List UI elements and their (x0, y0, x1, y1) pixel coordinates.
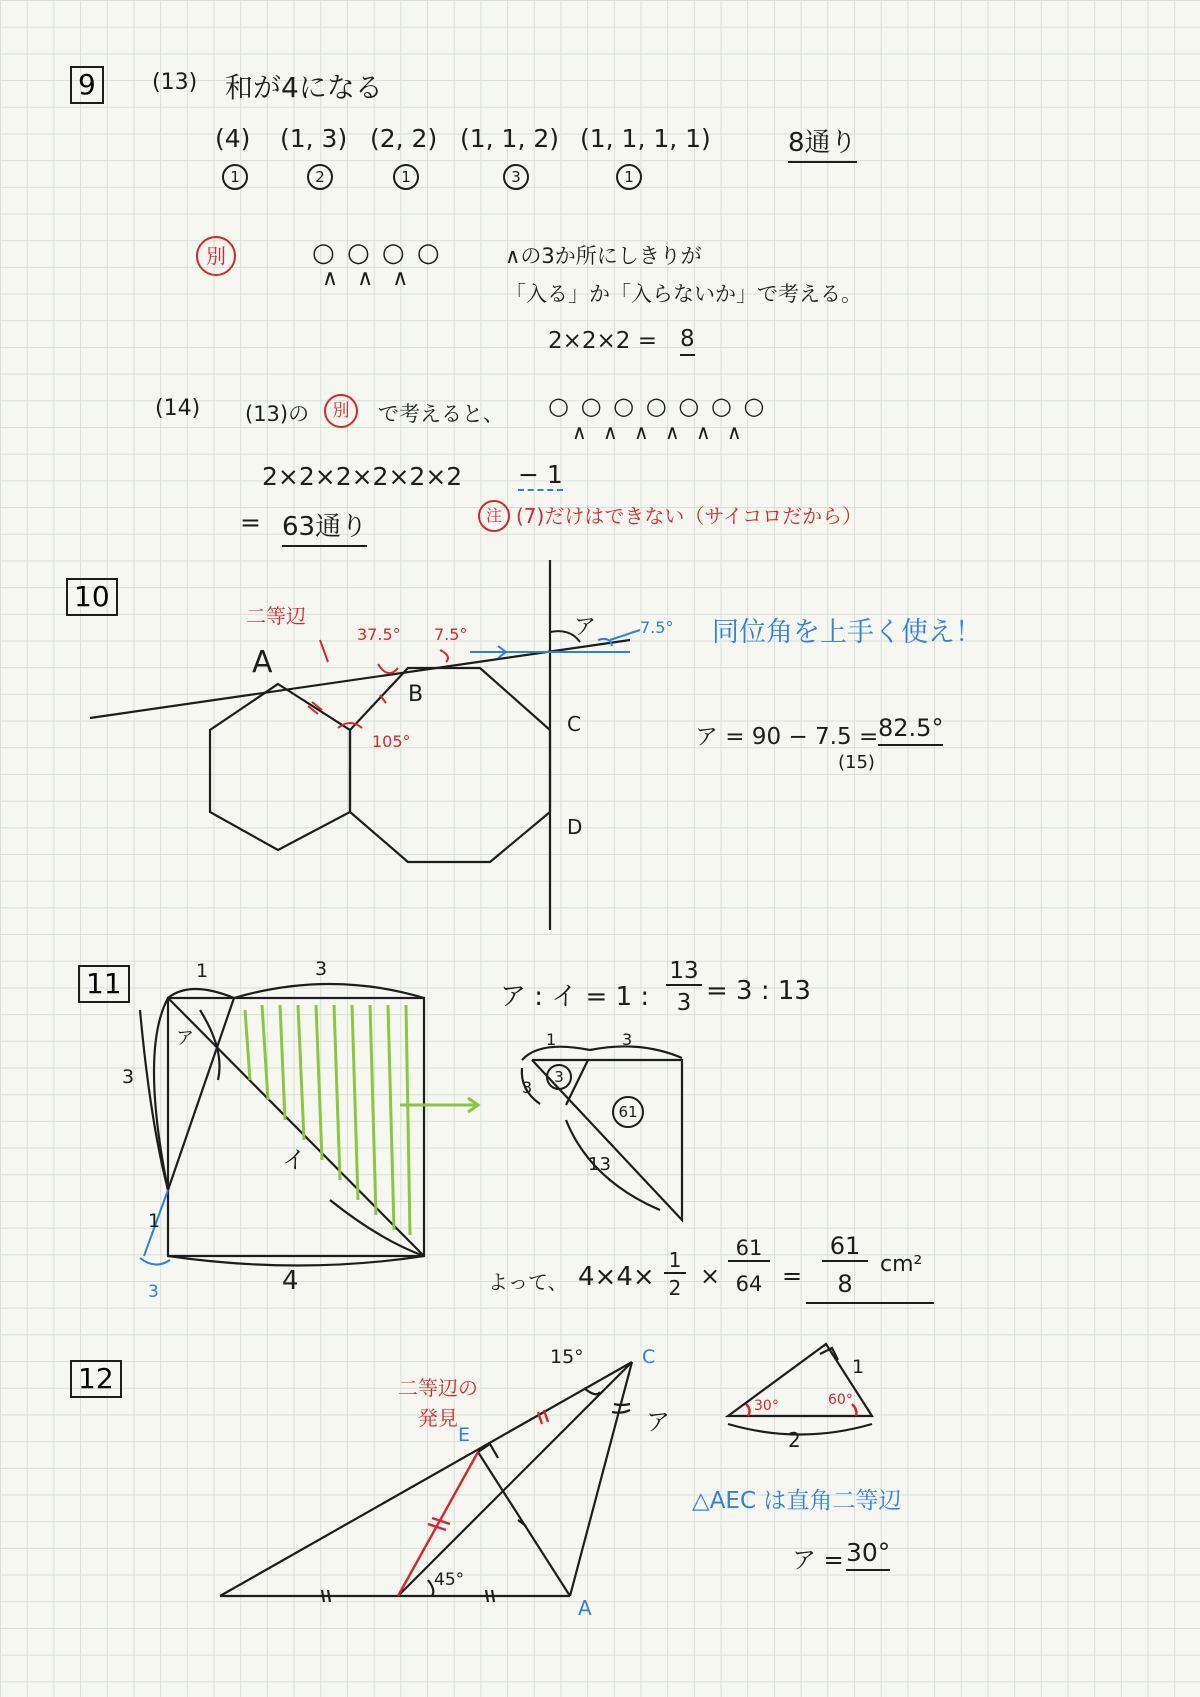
q13-label: (13) (152, 70, 198, 95)
problem-11-green-hatching (245, 1005, 478, 1235)
frac1-den: 2 (668, 1276, 682, 1300)
point-b: B (408, 682, 424, 707)
label-i-kana: イ (282, 1146, 306, 1174)
combo-2: (1, 3) (280, 124, 348, 153)
alt-circles: ○ ○ ○ ○ (312, 238, 442, 268)
alt-wedges: ∧ ∧ ∧ (322, 266, 415, 291)
answer-10: 82.5° (878, 714, 943, 746)
point-a-kana: ア (574, 615, 597, 640)
count-3: 1 (393, 164, 419, 190)
q14-note-mark: 注 (478, 500, 510, 532)
label-top-1: 1 (196, 960, 209, 982)
alt-text2: 「入る」か「入らないか」で考える。 (505, 282, 862, 306)
small-label-13: 13 (588, 1154, 611, 1175)
small-circle-61: 61 (612, 1096, 644, 1128)
angle-15: 15° (550, 1346, 584, 1368)
alt-answer: 8 (680, 326, 695, 356)
octagon (350, 668, 550, 862)
problem-10-diagram (90, 560, 630, 930)
q15-label: (15) (838, 752, 875, 773)
diagonal (168, 998, 424, 1256)
answer-unit: cm² (880, 1252, 923, 1277)
final-calc: 4×4× (578, 1262, 655, 1292)
problem-10-blue-marks (470, 630, 640, 658)
alt-text1: ∧の3か所にしきりが (505, 244, 702, 268)
label-a-kana-12: ア (646, 1408, 670, 1436)
frac2-den: 64 (735, 1272, 763, 1296)
combo-1: (4) (215, 124, 251, 153)
q14-text2: で考えると、 (378, 402, 504, 426)
label-isosceles: 二等辺 (246, 604, 306, 628)
times-sign: × (700, 1262, 721, 1290)
combo-5: (1, 1, 1, 1) (580, 124, 711, 153)
problem-number-11: 11 (78, 965, 130, 1003)
problem-number-10: 10 (66, 578, 118, 616)
hexagon (210, 684, 350, 850)
note-discovery: 発見 (418, 1406, 458, 1430)
small-circle-3: 3 (546, 1064, 572, 1090)
label-left-3: 3 (122, 1066, 135, 1088)
label-bottom-4: 4 (282, 1266, 299, 1296)
label-blue-3: 3 (148, 1282, 159, 1302)
frac1-num: 1 (664, 1248, 686, 1274)
small-top-3: 3 (622, 1030, 633, 1049)
q14-mark: 別 (324, 394, 358, 428)
equals-sign: = (782, 1262, 803, 1290)
label-left-1: 1 (148, 1210, 161, 1232)
count-2: 2 (307, 164, 333, 190)
q14-text1: (13)の (245, 402, 310, 426)
tri-side-2: 2 (788, 1428, 801, 1452)
count-4: 3 (503, 164, 529, 190)
problem-12-diagram (220, 1344, 872, 1602)
answer-12: 30° (846, 1538, 890, 1571)
answer-13: 8通り (788, 122, 857, 163)
label-a-kana: ア (176, 1028, 194, 1049)
point-a-12: A (578, 1596, 592, 1620)
problem-number-12: 12 (70, 1360, 122, 1398)
q13-title: 和が4になる (225, 71, 383, 104)
point-e-12: E (458, 1424, 471, 1446)
count-1: 1 (222, 164, 248, 190)
ratio-end: = 3 : 13 (706, 976, 811, 1006)
tri-side-1: 1 (852, 1356, 865, 1378)
point-d: D (567, 815, 583, 839)
answer-frac-num: 61 (822, 1232, 868, 1262)
q14-equals: = (240, 508, 261, 537)
hint-text: 同位角を上手く使え！ (712, 617, 982, 648)
frac2-num: 61 (728, 1236, 770, 1262)
q14-circles: ○ ○ ○ ○ ○ ○ ○ (548, 392, 767, 420)
angle-7-5-red: 7.5° (434, 625, 468, 644)
alt-mark: 別 (196, 236, 236, 276)
alt-calc: 2×2×2 = (548, 328, 658, 354)
formula-10: ア = 90 − 7.5 = (695, 724, 879, 750)
combo-3: (2, 2) (370, 124, 438, 153)
angle-105: 105° (372, 732, 411, 751)
blue-note-12: △AEC は直角二等辺 (692, 1488, 902, 1514)
ratio-frac-num: 13 (666, 958, 702, 986)
combo-4: (1, 1, 2) (460, 124, 560, 153)
small-left-3: 3 (522, 1078, 533, 1097)
note-isosceles: 二等辺の (398, 1376, 478, 1400)
q14-note: (7)だけはできない（サイコロだから） (516, 504, 863, 528)
answer-underline (806, 1300, 934, 1304)
q14-answer: 63通り (282, 506, 367, 547)
q14-label: (14) (155, 396, 201, 421)
problem-number-9: 9 (70, 66, 104, 104)
count-5: 1 (616, 164, 642, 190)
label-top-3: 3 (315, 958, 328, 980)
q14-minus: − 1 (518, 460, 563, 489)
small-top-1: 1 (546, 1030, 557, 1049)
q14-calc: 2×2×2×2×2×2 (262, 462, 463, 491)
formula-12: ア = (792, 1546, 844, 1574)
angle-7-5-blue: 7.5° (640, 618, 674, 637)
answer-frac-den: 8 (837, 1270, 853, 1298)
ratio-text: ア : イ = 1 : (500, 982, 650, 1012)
tri-angle-60: 60° (828, 1392, 853, 1408)
angle-37-5: 37.5° (357, 625, 401, 644)
angle-45: 45° (434, 1570, 465, 1590)
q14-wedges: ∧ ∧ ∧ ∧ ∧ ∧ (572, 420, 747, 444)
point-c-12: C (642, 1346, 656, 1368)
ratio-frac-den: 3 (676, 990, 692, 1016)
tri-angle-30: 30° (754, 1398, 779, 1414)
final-prefix: よって、 (488, 1270, 568, 1294)
point-a: A (252, 645, 273, 680)
point-c: C (567, 712, 581, 736)
